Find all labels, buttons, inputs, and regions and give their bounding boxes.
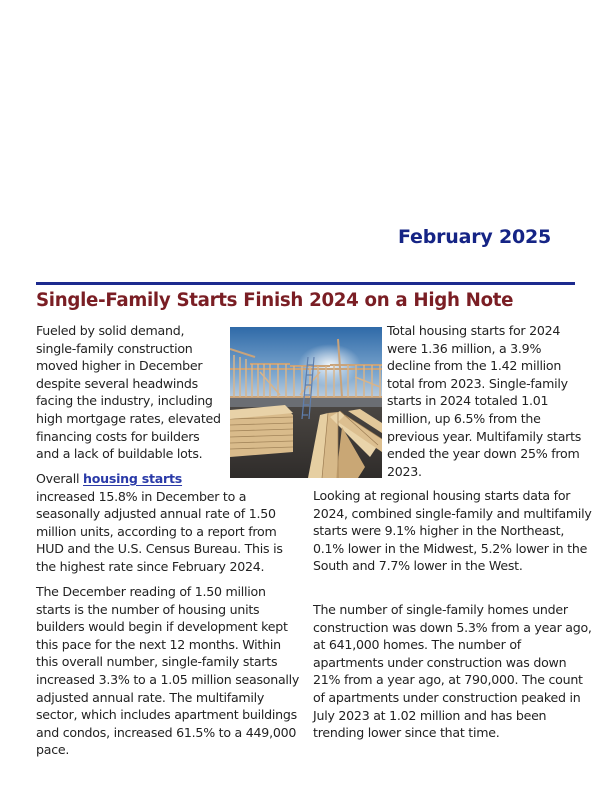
housing-starts-link[interactable]: housing starts (83, 471, 183, 486)
issue-date: February 2025 (398, 226, 552, 248)
construction-photo (230, 327, 382, 478)
paragraph-december-reading: The December reading of 1.50 million starts is the number of housing units builders would begin if development kept this pace for the next 12 months. Within this overall number, single-family starts increased 3.3% to a 1.05 million seasonally adjusted annual rate. The multifamily sector, which includes apartment buildings and condos, increased 61.5% to a 449,000 pace. (36, 584, 300, 758)
paragraph-regional-data: Looking at regional housing starts data for 2024, combined single-family and multifamily starts were 9.1% higher in the Northeast, 0.1% lower in the Midwest, 5.2% lower in the South and 7.7% lower in the West. (313, 488, 592, 574)
paragraph-under-construction: The number of single-family homes under construction was down 5.3% from a year ago, at 641,000 homes. The number of apartments under construction was down 21% from a year ago, at 790,000. The count of apartments under construction peaked in July 2023 at 1.02 million and has been trending lower since that time. (313, 602, 592, 741)
paragraph-suffix: increased 15.8% in December to a seasonally adjusted annual rate of 1.50 million units, according to a report from HUD and the U.S. Census Bureau. This is the highest rate since February 2024. (36, 488, 283, 574)
paragraph-housing-starts (36, 470, 301, 576)
paragraph-intro: Fueled by solid demand, single-family construction moved higher in December despite several headwinds facing the industry, including high mortgage rates, elevated financing costs for builders and a lack of buildable lots. (36, 323, 221, 462)
paragraph-annual-totals: Total housing starts for 2024 were 1.36 million, a 3.9% decline from the 1.42 million total from 2023. Single-family starts in 2024 totaled 1.01 million, up 6.5% from the previous year. Multifamily starts ended the year down 25% from 2023. (387, 323, 582, 479)
paragraph-prefix: Overall (36, 471, 84, 486)
header-divider (36, 282, 575, 285)
article-headline: Single-Family Starts Finish 2024 on a High Note (36, 290, 514, 311)
